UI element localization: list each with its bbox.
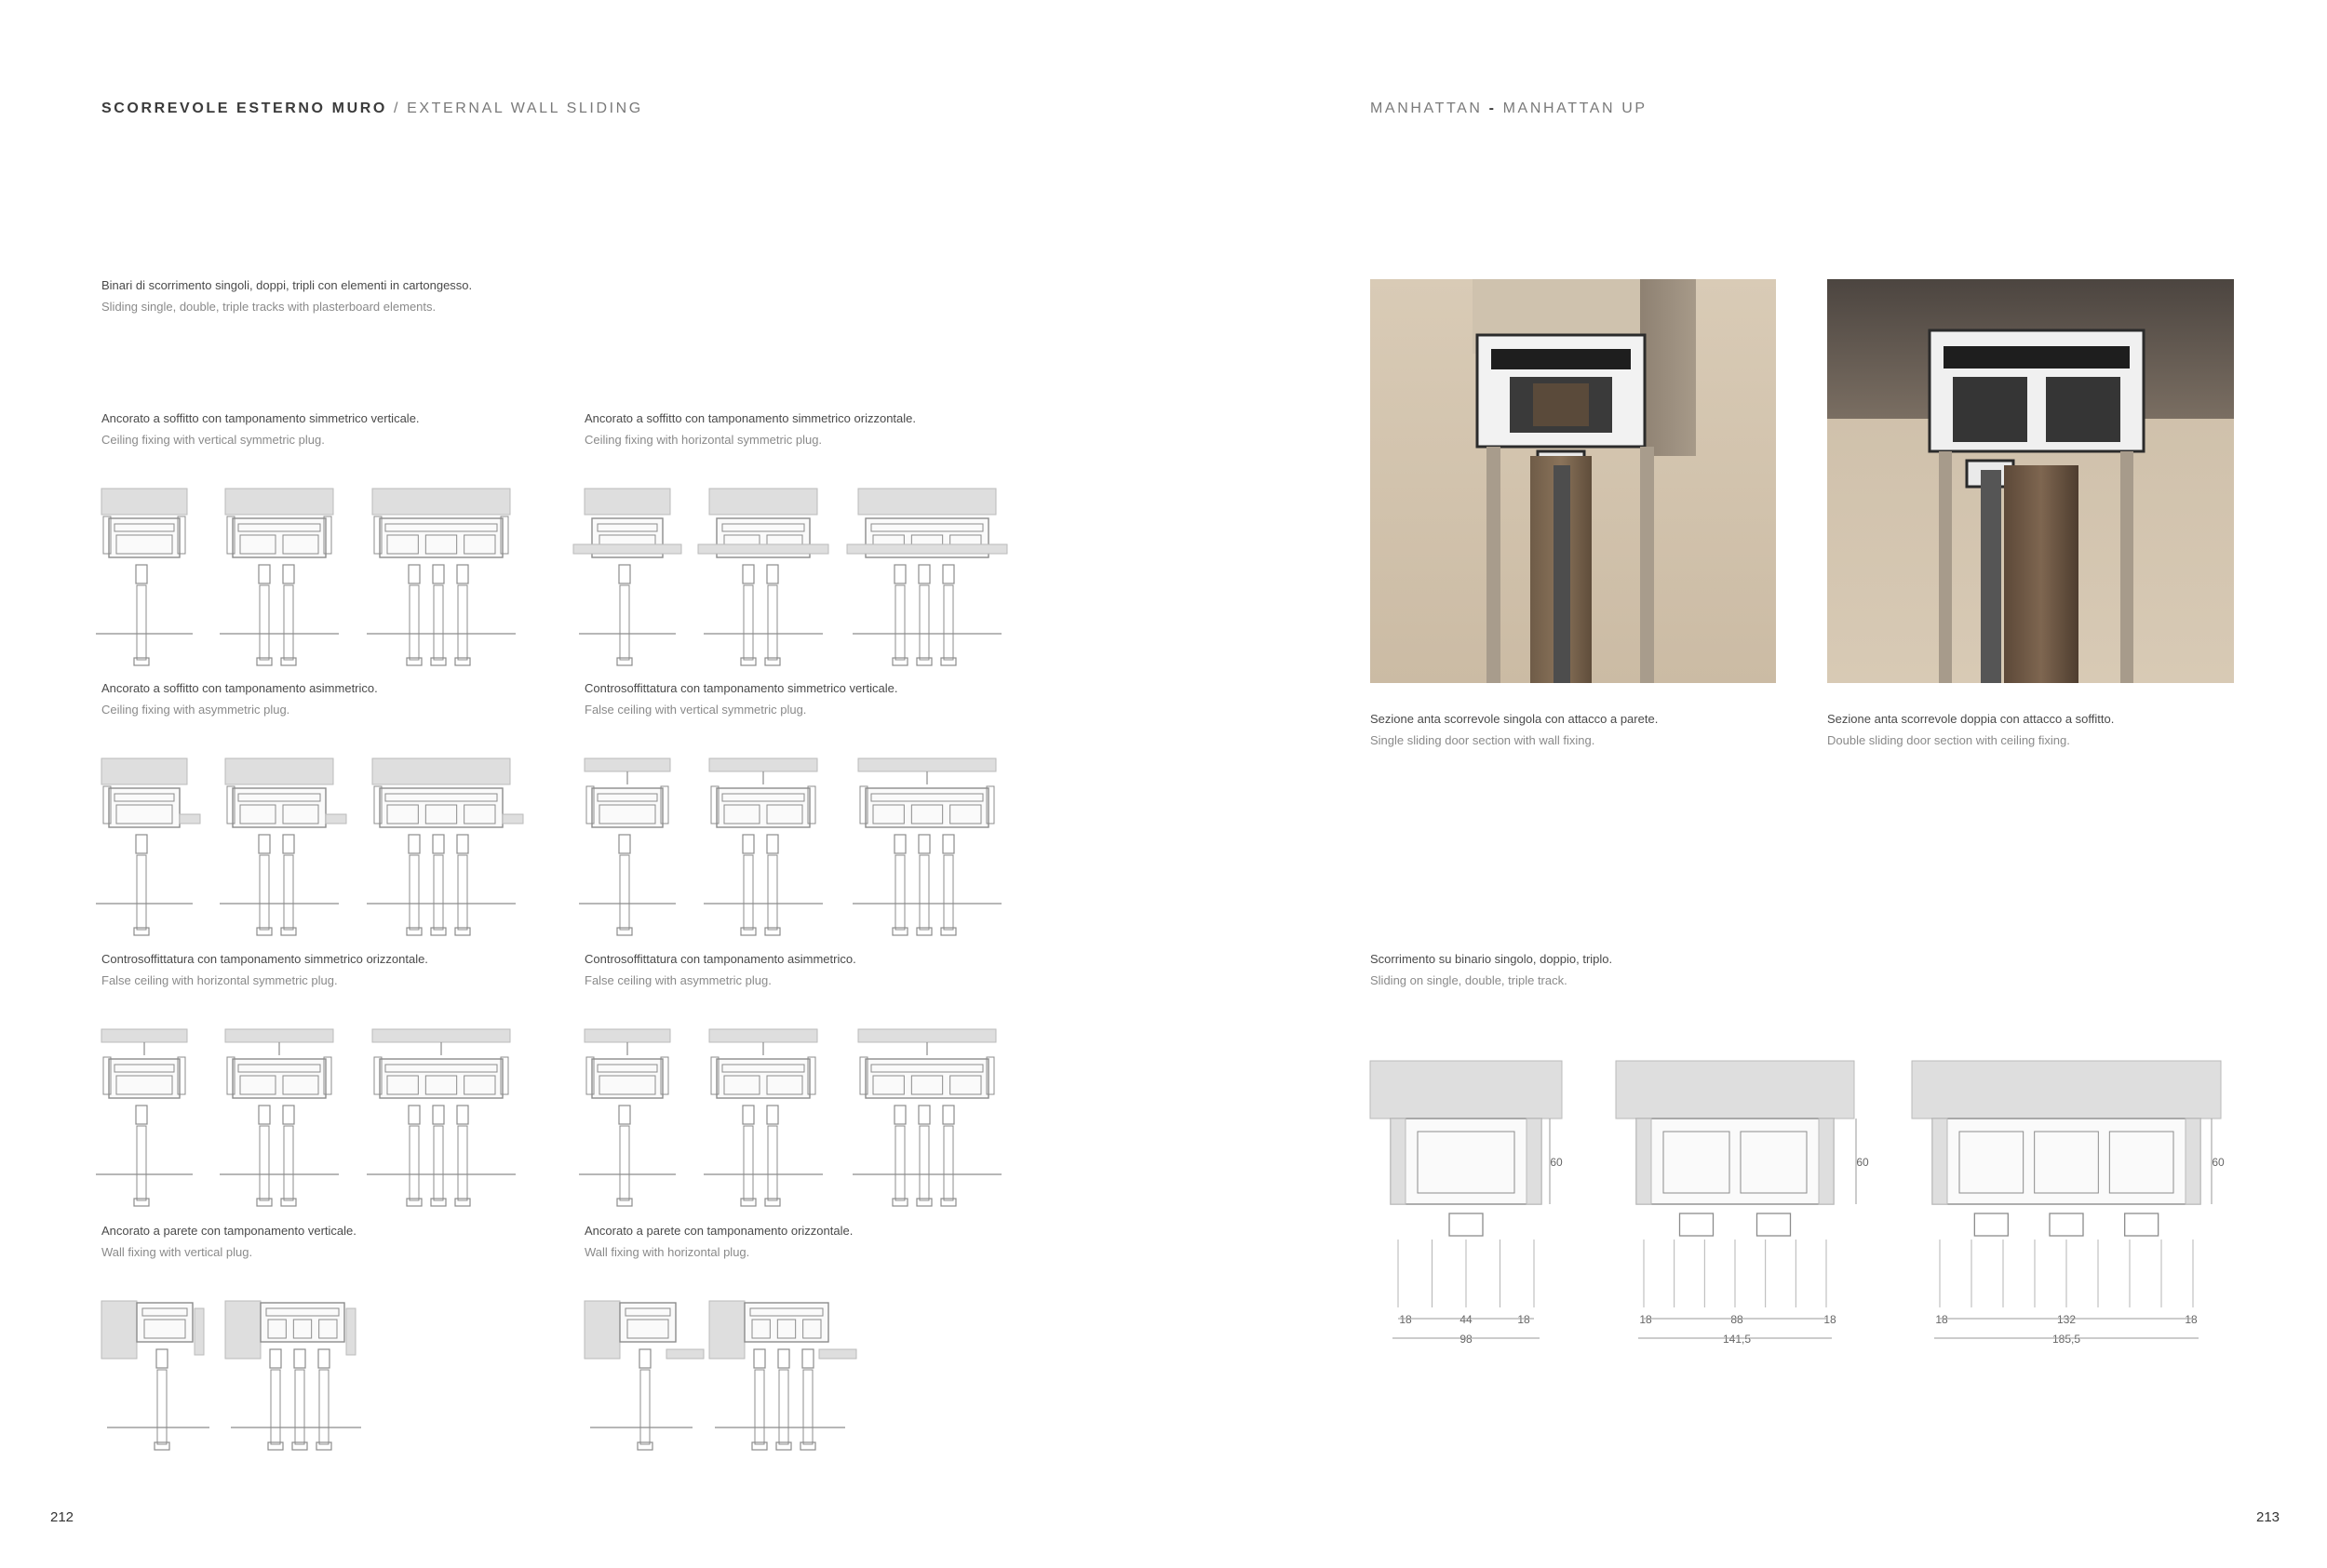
dim-1-total: 98 — [1459, 1333, 1473, 1346]
door-clamp — [767, 1106, 778, 1124]
door-clamp — [767, 565, 778, 583]
door-panel — [284, 1126, 293, 1200]
door-clamp — [259, 565, 270, 583]
group-5-it: Controsoffittatura con tamponamento simmetrico orizzontale. — [101, 952, 428, 966]
floor-guide — [917, 1199, 932, 1206]
floor-guide — [268, 1442, 283, 1450]
door-clamp — [894, 1106, 906, 1124]
door-clamp — [754, 1349, 765, 1368]
dim-3-left: 18 — [1935, 1313, 1948, 1326]
dim-3-height: 60 — [2212, 1156, 2225, 1169]
door-clamp — [318, 1349, 330, 1368]
door-panel — [920, 1126, 929, 1200]
door-panel — [944, 585, 953, 660]
right-header-part1: MANHATTAN — [1370, 101, 1483, 116]
asymmetric-plug — [326, 814, 346, 824]
door-clamp — [919, 565, 930, 583]
door-clamp — [619, 1106, 630, 1124]
dim-2-total: 141,5 — [1722, 1333, 1752, 1346]
door-clamp — [619, 835, 630, 853]
group-3-en: Ceiling fixing with asymmetric plug. — [101, 703, 290, 717]
door-panel — [620, 585, 629, 660]
dim-2-left: 18 — [1639, 1313, 1652, 1326]
ceiling-slab — [709, 489, 817, 515]
door-panel — [744, 1126, 753, 1200]
group-4-en: False ceiling with vertical symmetric plug. — [585, 703, 807, 717]
dim-2-mid: 88 — [1730, 1313, 1743, 1326]
door-clamp — [433, 565, 444, 583]
side-plug-right — [1819, 1119, 1834, 1204]
false-ceiling — [585, 758, 670, 771]
door-panel — [410, 855, 419, 930]
door-clamp — [743, 1106, 754, 1124]
door-panel — [744, 855, 753, 930]
floor-guide — [292, 1442, 307, 1450]
intro-en: Sliding single, double, triple tracks with plasterboard elements. — [101, 300, 437, 314]
floor-guide — [407, 1199, 422, 1206]
door-clamp — [409, 1106, 420, 1124]
door-clamp — [619, 565, 630, 583]
floor-guide — [638, 1442, 652, 1450]
door-clamp — [1974, 1213, 2008, 1236]
wall-block — [585, 1301, 620, 1359]
door-clamp — [639, 1349, 651, 1368]
door-panel — [895, 585, 905, 660]
door-panel — [895, 855, 905, 930]
ceiling-slab — [1616, 1061, 1854, 1119]
floor-guide — [765, 658, 780, 665]
door-clamp — [136, 835, 147, 853]
ceiling-slab — [585, 489, 670, 515]
group-2-it: Ancorato a soffitto con tamponamento simmetrico orizzontale. — [585, 411, 916, 425]
floor-guide — [257, 928, 272, 935]
door-clamp — [283, 1106, 294, 1124]
floor-guide — [917, 658, 932, 665]
wall-block — [225, 1301, 261, 1359]
floor-guide — [765, 1199, 780, 1206]
door-clamp — [457, 835, 468, 853]
floor-guide — [455, 1199, 470, 1206]
floor-guide — [431, 658, 446, 665]
door-clamp — [283, 835, 294, 853]
door-clamp — [2050, 1213, 2083, 1236]
horizontal-plug — [666, 1349, 704, 1359]
dim-1-mid: 44 — [1459, 1313, 1473, 1326]
wall-block — [709, 1301, 745, 1359]
ceiling-slab — [372, 489, 510, 515]
door-panel — [284, 855, 293, 930]
floor-guide — [134, 1199, 149, 1206]
door-clamp — [136, 1106, 147, 1124]
left-header-light: / EXTERNAL WALL SLIDING — [393, 101, 643, 116]
floor-guide — [431, 1199, 446, 1206]
door-clamp — [943, 1106, 954, 1124]
door-panel — [920, 585, 929, 660]
wall-block — [101, 1301, 137, 1359]
false-ceiling — [858, 758, 996, 771]
door-clamp — [457, 1106, 468, 1124]
floor-guide — [316, 1442, 331, 1450]
door-clamp — [767, 835, 778, 853]
door-panel — [620, 1126, 629, 1200]
floor-guide — [800, 1442, 815, 1450]
floor-guide — [941, 1199, 956, 1206]
door-clamp — [283, 565, 294, 583]
ceiling-slab — [225, 489, 333, 515]
false-ceiling — [372, 1029, 510, 1042]
photo-caption-2 — [1827, 712, 2114, 748]
photo-2-en: Double sliding door section with ceiling fixing. — [1827, 733, 2070, 747]
door-clamp — [433, 835, 444, 853]
door-clamp — [778, 1349, 789, 1368]
group-8-it: Ancorato a parete con tamponamento orizzontale. — [585, 1224, 854, 1238]
door-panel — [137, 585, 146, 660]
page-number-right: 213 — [2256, 1509, 2280, 1525]
door-clamp — [943, 565, 954, 583]
group-1-it: Ancorato a soffitto con tamponamento simmetrico verticale. — [101, 411, 420, 425]
door-panel — [434, 1126, 443, 1200]
floor-guide — [431, 928, 446, 935]
door-panel — [944, 855, 953, 930]
floor-guide — [257, 1199, 272, 1206]
floor-guide — [455, 658, 470, 665]
intro-it: Binari di scorrimento singoli, doppi, tripli con elementi in cartongesso. — [101, 278, 473, 292]
door-panel — [434, 585, 443, 660]
floor-guide — [776, 1442, 791, 1450]
door-panel — [271, 1370, 280, 1444]
vertical-plug — [195, 1308, 204, 1355]
door-panel — [620, 855, 629, 930]
false-ceiling — [585, 1029, 670, 1042]
floor-guide — [741, 658, 756, 665]
group-4-it: Controsoffittatura con tamponamento simmetrico verticale. — [585, 681, 898, 695]
side-plug-right — [1527, 1119, 1541, 1204]
door-panel — [640, 1370, 650, 1444]
photo-single-sliding-wall-fixing — [1370, 279, 1776, 683]
false-ceiling — [101, 1029, 187, 1042]
photo-caption-1 — [1370, 712, 1658, 748]
door-panel — [410, 1126, 419, 1200]
photo-1-it: Sezione anta scorrevole singola con attacco a parete. — [1370, 712, 1659, 726]
door-panel — [284, 585, 293, 660]
door-panel — [260, 1126, 269, 1200]
door-clamp — [457, 565, 468, 583]
page-number-left: 212 — [50, 1509, 74, 1525]
floor-guide — [407, 658, 422, 665]
door-panel — [803, 1370, 813, 1444]
floor-guide — [134, 928, 149, 935]
door-clamp — [433, 1106, 444, 1124]
floor-guide — [765, 928, 780, 935]
dim-3-mid: 132 — [2056, 1313, 2077, 1326]
dimensioned-track-drawings — [1350, 1042, 2280, 1359]
door-panel — [458, 1126, 467, 1200]
floor-guide — [281, 928, 296, 935]
tracks-caption — [1370, 952, 1612, 988]
door-panel — [768, 585, 777, 660]
door-panel — [319, 1370, 329, 1444]
photo-2-it: Sezione anta scorrevole doppia con attacco a soffitto. — [1827, 712, 2115, 726]
false-ceiling — [709, 1029, 817, 1042]
door-panel — [295, 1370, 304, 1444]
asymmetric-plug — [503, 814, 523, 824]
group-5-en: False ceiling with horizontal symmetric plug. — [101, 973, 338, 987]
left-header-bold: SCORREVOLE ESTERNO MURO — [101, 101, 387, 116]
asymmetric-plug — [180, 814, 200, 824]
door-panel — [944, 1126, 953, 1200]
door-panel — [137, 855, 146, 930]
dim-2-right: 18 — [1823, 1313, 1836, 1326]
floor-guide — [893, 928, 908, 935]
floor-guide — [917, 928, 932, 935]
dim-1-height: 60 — [1550, 1156, 1563, 1169]
dim-3-total: 185,5 — [2051, 1333, 2081, 1346]
floor-guide — [741, 1199, 756, 1206]
floor-guide — [617, 658, 632, 665]
group-6-en: False ceiling with asymmetric plug. — [585, 973, 772, 987]
dim-1-right: 18 — [1517, 1313, 1530, 1326]
door-clamp — [894, 835, 906, 853]
group-1-en: Ceiling fixing with vertical symmetric plug. — [101, 433, 325, 447]
door-clamp — [2125, 1213, 2159, 1236]
right-header-separator: - — [1488, 101, 1497, 116]
ceiling-slab — [101, 489, 187, 515]
door-clamp — [1449, 1213, 1483, 1236]
horizontal-plug — [819, 1349, 856, 1359]
tracks-it: Scorrimento su binario singolo, doppio, triplo. — [1370, 952, 1613, 966]
floor-guide — [893, 658, 908, 665]
right-header-part2: MANHATTAN UP — [1502, 101, 1648, 116]
false-ceiling — [709, 758, 817, 771]
floor-guide — [407, 928, 422, 935]
door-clamp — [409, 565, 420, 583]
door-panel — [260, 585, 269, 660]
door-clamp — [919, 1106, 930, 1124]
door-panel — [744, 585, 753, 660]
horizontal-plug — [847, 544, 1007, 554]
floor-guide — [617, 1199, 632, 1206]
floor-guide — [941, 658, 956, 665]
ceiling-slab — [1370, 1061, 1562, 1119]
door-panel — [779, 1370, 788, 1444]
door-clamp — [270, 1349, 281, 1368]
floor-guide — [257, 658, 272, 665]
door-clamp — [743, 835, 754, 853]
floor-guide — [893, 1199, 908, 1206]
door-panel — [410, 585, 419, 660]
door-panel — [458, 855, 467, 930]
false-ceiling — [858, 1029, 996, 1042]
door-clamp — [294, 1349, 305, 1368]
door-panel — [458, 585, 467, 660]
door-panel — [768, 855, 777, 930]
floor-guide — [281, 1199, 296, 1206]
door-clamp — [1757, 1213, 1791, 1236]
floor-guide — [752, 1442, 767, 1450]
ceiling-slab — [101, 758, 187, 784]
false-ceiling — [225, 1029, 333, 1042]
door-panel — [157, 1370, 167, 1444]
door-clamp — [802, 1349, 814, 1368]
group-2-en: Ceiling fixing with horizontal symmetric plug. — [585, 433, 823, 447]
door-panel — [768, 1126, 777, 1200]
floor-guide — [134, 658, 149, 665]
door-panel — [895, 1126, 905, 1200]
side-plug-right — [2186, 1119, 2200, 1204]
door-clamp — [919, 835, 930, 853]
dim-1-left: 18 — [1399, 1313, 1412, 1326]
door-clamp — [409, 835, 420, 853]
group-8-en: Wall fixing with horizontal plug. — [585, 1245, 750, 1259]
door-panel — [755, 1370, 764, 1444]
side-plug-left — [1636, 1119, 1651, 1204]
horizontal-plug — [698, 544, 828, 554]
door-clamp — [743, 565, 754, 583]
group-7-it: Ancorato a parete con tamponamento verticale. — [101, 1224, 356, 1238]
door-clamp — [259, 835, 270, 853]
floor-guide — [941, 928, 956, 935]
door-clamp — [136, 565, 147, 583]
ceiling-slab — [858, 489, 996, 515]
right-page-header — [1370, 101, 1648, 117]
ceiling-slab — [225, 758, 333, 784]
photo-single-illustration — [1370, 279, 1776, 683]
photo-1-en: Single sliding door section with wall fixing. — [1370, 733, 1595, 747]
technical-drawings-left — [0, 0, 1117, 1568]
floor-guide — [455, 928, 470, 935]
door-clamp — [943, 835, 954, 853]
group-3-it: Ancorato a soffitto con tamponamento asimmetrico. — [101, 681, 378, 695]
door-clamp — [1680, 1213, 1714, 1236]
dim-3-right: 18 — [2185, 1313, 2198, 1326]
horizontal-plug — [573, 544, 681, 554]
door-clamp — [156, 1349, 168, 1368]
door-panel — [920, 855, 929, 930]
door-clamp — [259, 1106, 270, 1124]
tracks-en: Sliding on single, double, triple track. — [1370, 973, 1567, 987]
floor-guide — [741, 928, 756, 935]
side-plug-left — [1391, 1119, 1406, 1204]
group-7-en: Wall fixing with vertical plug. — [101, 1245, 253, 1259]
side-plug-left — [1932, 1119, 1947, 1204]
photo-double-sliding-ceiling-fixing — [1827, 279, 2234, 683]
floor-guide — [617, 928, 632, 935]
vertical-plug — [346, 1308, 356, 1355]
ceiling-slab — [1912, 1061, 2221, 1119]
floor-guide — [155, 1442, 169, 1450]
door-clamp — [894, 565, 906, 583]
door-panel — [434, 855, 443, 930]
photo-double-illustration — [1827, 279, 2234, 683]
ceiling-slab — [372, 758, 510, 784]
group-6-it: Controsoffittatura con tamponamento asimmetrico. — [585, 952, 856, 966]
door-panel — [137, 1126, 146, 1200]
door-panel — [260, 855, 269, 930]
floor-guide — [281, 658, 296, 665]
dim-2-height: 60 — [1856, 1156, 1869, 1169]
